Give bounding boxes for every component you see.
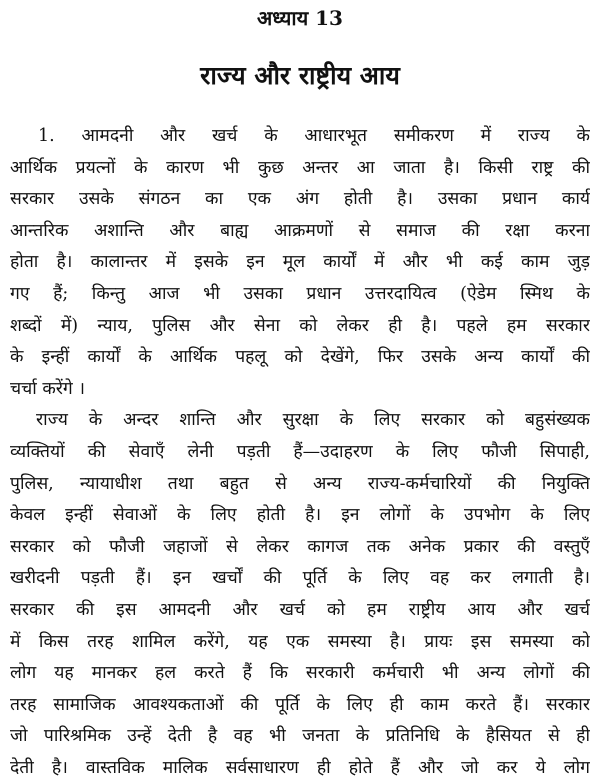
text-line: लोग यह मानकर हल करते हैं कि सरकारी कर्मचारी भी अन्य लोगों की <box>10 663 590 684</box>
text-line: आर्थिक प्रयत्नों के कारण भी कुछ अन्तर आ जाता है। किसी राष्ट्र की <box>10 157 590 178</box>
body-text <box>10 121 590 784</box>
text-line: सरकार को फौजी जहाजों से लेकर कागज तक अनेक प्रकार की वस्तुएँ <box>10 536 590 557</box>
text-line: जो पारिश्रमिक उन्हें देती है वह भी जनता के प्रतिनिधि के हैसियत से ही <box>10 726 590 747</box>
text-line: पुलिस, न्यायाधीश तथा बहुत से अन्य राज्य-कर्मचारियों की नियुक्ति <box>10 473 590 494</box>
text-line: व्यक्तियों की सेवाएँ लेनी पड़ती हैं—उदाहरण के लिए फौजी सिपाही, <box>10 441 590 462</box>
text-line: देती है। वास्तविक मालिक सर्वसाधारण ही होते हैं और जो कर ये लोग <box>10 757 590 778</box>
text-line: 1. आमदनी और खर्च के आधारभूत समीकरण में राज्य के <box>38 126 590 146</box>
chapter-title: राज्य और राष्ट्रीय आय <box>200 61 400 90</box>
text-line: तरह सामाजिक आवश्यकताओं की पूर्ति के लिए ही काम करते हैं। सरकार <box>10 694 590 715</box>
text-line: राज्य के अन्दर शान्ति और सुरक्षा के लिए सरकार को बहुसंख्यक <box>36 410 590 431</box>
text-line: होता है। कालान्तर में इसके इन मूल कार्यों में और भी कई काम जुड़ <box>10 252 590 273</box>
text-line: आन्तरिक अशान्ति और बाह्य आक्रमणों से समाज की रक्षा करना <box>10 220 590 241</box>
text-line: केवल इन्हीं सेवाओं के लिए होती है। इन लोगों के उपभोग के लिए <box>10 505 590 526</box>
text-line: शब्दों में) न्याय, पुलिस और सेना को लेकर ही है। पहले हम सरकार <box>10 315 590 336</box>
text-line: सरकार उसके संगठन का एक अंग होती है। उसका प्रधान कार्य <box>10 189 590 210</box>
text-line: सरकार की इस आमदनी और खर्च को हम राष्ट्रीय आय और खर्च <box>10 599 590 620</box>
text-line: में किस तरह शामिल करेंगे, यह एक समस्या है। प्रायः इस समस्या को <box>10 631 590 652</box>
text-line: के इन्हीं कार्यों के आर्थिक पहलू को देखेंगे, फिर उसके अन्य कार्यों की <box>10 347 590 368</box>
text-line: खरीदनी पड़ती हैं। इन खर्चों की पूर्ति के लिए वह कर लगाती है। <box>10 568 590 589</box>
chapter-number: अध्याय 13 <box>257 6 343 30</box>
text-line: चर्चा करेंगे । <box>10 378 85 399</box>
text-line: गए हैं; किन्तु आज भी उसका प्रधान उत्तरदायित्व (ऐडेम स्मिथ के <box>10 283 590 304</box>
